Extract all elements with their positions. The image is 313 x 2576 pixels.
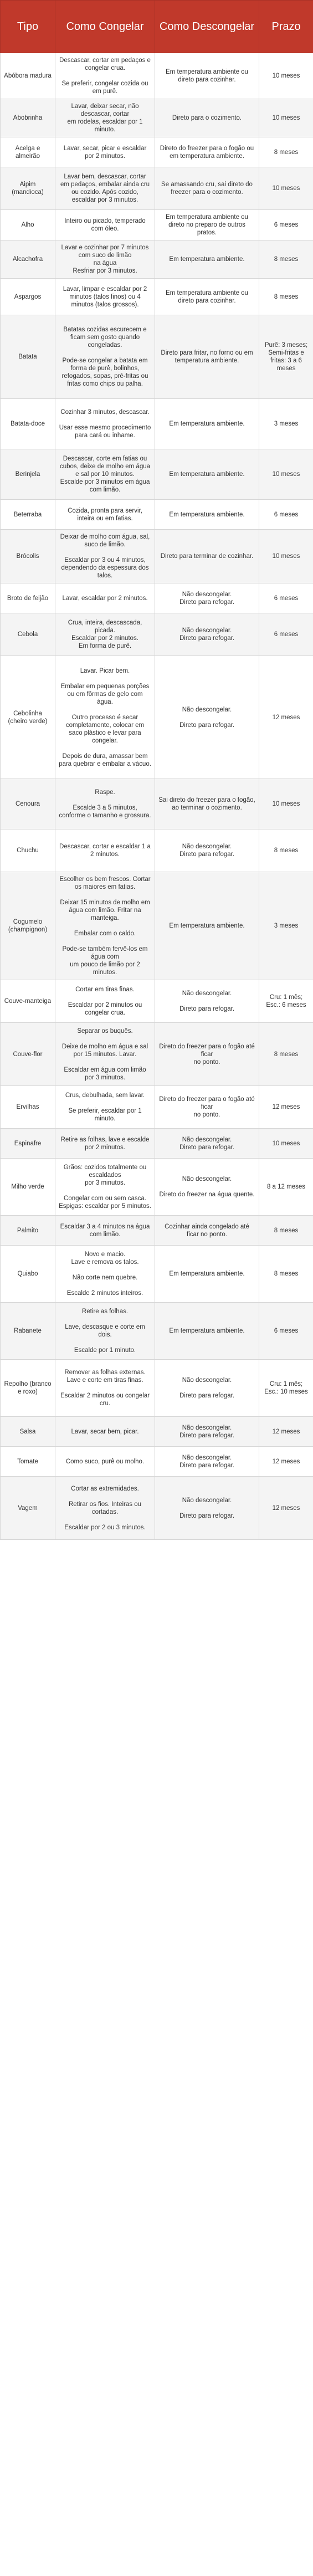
cell-como-descongelar-text: Direto para terminar de cozinhar.	[160, 553, 254, 560]
cell-como-congelar	[55, 1023, 155, 1086]
cell-prazo-text: 8 meses	[274, 847, 299, 854]
cell-prazo-text: 8 meses	[274, 1051, 299, 1058]
cell-tipo	[1, 1447, 55, 1477]
cell-como-descongelar-text: Cozinhar ainda congelado até ficar no ponto.	[165, 1223, 249, 1238]
cell-como-congelar	[55, 829, 155, 872]
cell-como-congelar-text: Raspe. Escalde 3 a 5 minutos, conforme o tamanho e grossura.	[59, 789, 151, 819]
cell-prazo	[259, 399, 313, 449]
cell-prazo-text: 10 meses	[272, 1140, 300, 1147]
cell-como-congelar	[55, 1246, 155, 1303]
cell-como-descongelar-text: Em temperatura ambiente.	[169, 1271, 245, 1277]
cell-como-congelar	[55, 583, 155, 613]
table-row	[1, 53, 313, 99]
cell-prazo-text: 8 meses	[274, 148, 299, 156]
cell-tipo-text: Aspargos	[14, 293, 42, 300]
cell-tipo	[1, 1360, 55, 1417]
cell-prazo	[259, 829, 313, 872]
cell-tipo-text: Salsa	[19, 1428, 36, 1435]
cell-como-congelar-text: Crua, inteira, descascada, picada. Escaldar por 2 minutos. Em forma de purê.	[68, 619, 142, 649]
cell-prazo	[259, 1303, 313, 1360]
cell-tipo	[1, 583, 55, 613]
cell-como-congelar	[55, 656, 155, 779]
cell-tipo	[1, 500, 55, 530]
cell-como-descongelar-text: Sai direto do freezer para o fogão, ao terminar o cozimento.	[158, 797, 255, 811]
cell-como-descongelar	[155, 980, 259, 1023]
cell-tipo	[1, 656, 55, 779]
cell-prazo-text: 6 meses	[274, 1328, 299, 1334]
cell-tipo	[1, 1477, 55, 1540]
cell-como-descongelar	[155, 1216, 259, 1246]
table-row	[1, 500, 313, 530]
cell-como-congelar	[55, 613, 155, 656]
table-row	[1, 1086, 313, 1129]
cell-tipo-text: Brócolis	[16, 553, 39, 560]
cell-tipo	[1, 315, 55, 399]
cell-tipo	[1, 1303, 55, 1360]
cell-tipo	[1, 779, 55, 829]
cell-como-descongelar-text: Não descongelar. Direto para refogar.	[179, 591, 235, 606]
cell-como-descongelar	[155, 1303, 259, 1360]
table-row	[1, 1023, 313, 1086]
cell-como-congelar-text: Lavar, escaldar por 2 minutos.	[62, 595, 148, 602]
cell-prazo	[259, 583, 313, 613]
cell-como-congelar-text: Novo e macio. Lave e remova os talos. Não corte nem quebre. Escalde 2 minutos inteiros.	[66, 1251, 143, 1297]
table-row	[1, 137, 313, 167]
cell-como-congelar-text: Lavar e cozinhar por 7 minutos com suco de limão na água Resfriar por 3 minutos.	[61, 244, 149, 274]
cell-como-descongelar	[155, 1159, 259, 1216]
table-row	[1, 656, 313, 779]
cell-prazo	[259, 1023, 313, 1086]
cell-prazo-text: 6 meses	[274, 511, 299, 518]
cell-tipo-text: Alho	[21, 222, 34, 228]
cell-como-congelar	[55, 500, 155, 530]
cell-tipo-text: Quiabo	[17, 1271, 38, 1277]
table-row	[1, 530, 313, 583]
cell-como-congelar-text: Batatas cozidas escurecem e ficam sem gosto quando congeladas. Pode-se congelar a batata em forma de purê, bolinhos, refogados, sopas, pré-fritas ou fritas como chips ou palha.	[61, 326, 148, 387]
cell-tipo	[1, 210, 55, 240]
cell-como-descongelar	[155, 779, 259, 829]
table-row	[1, 99, 313, 137]
cell-tipo	[1, 530, 55, 583]
cell-como-descongelar	[155, 583, 259, 613]
cell-como-congelar-text: Remover as folhas externas. Lave e corte em tiras finas. Escaldar 2 minutos ou congelar cru.	[60, 1369, 150, 1407]
cell-como-descongelar-text: Em temperatura ambiente.	[169, 511, 245, 518]
cell-tipo-text: Berinjela	[15, 471, 40, 478]
cell-tipo-text: Batata-doce	[10, 421, 45, 427]
cell-como-congelar-text: Escolher os bem frescos. Cortar os maiores em fatias. Deixar 15 minutos de molho em água com limão. Fritar na manteiga. Embalar com o caldo. Pode-se também fervê-los em água com um pouco de limão por 2 minutos.	[59, 876, 151, 976]
cell-como-descongelar-text: Em temperatura ambiente.	[169, 923, 245, 929]
cell-como-descongelar-text: Direto para fritar, no forno ou em temperatura ambiente.	[161, 350, 253, 364]
cell-prazo	[259, 137, 313, 167]
cell-como-descongelar-text: Não descongelar. Direto para refogar.	[179, 706, 235, 729]
cell-como-congelar-text: Retire as folhas, lave e escalde por 2 minutos.	[60, 1136, 150, 1151]
cell-prazo	[259, 1246, 313, 1303]
cell-como-descongelar-text: Direto para o cozimento.	[172, 115, 242, 121]
cell-prazo-text: 3 meses	[274, 923, 299, 929]
cell-tipo-text: Vagem	[18, 1504, 38, 1512]
cell-como-descongelar	[155, 1477, 259, 1540]
cell-como-descongelar	[155, 279, 259, 315]
cell-prazo	[259, 1216, 313, 1246]
cell-como-congelar	[55, 1086, 155, 1129]
cell-como-congelar	[55, 399, 155, 449]
cell-prazo	[259, 315, 313, 399]
cell-como-congelar-text: Descascar, cortar e escaldar 1 a 2 minutos.	[59, 843, 151, 858]
cell-como-descongelar	[155, 656, 259, 779]
cell-tipo-text: Couve-manteiga	[4, 998, 52, 1005]
cell-como-descongelar	[155, 99, 259, 137]
cell-como-congelar-text: Lavar, deixar secar, não descascar, cortar em rodelas, escaldar por 1 minuto.	[67, 103, 143, 133]
table-row	[1, 980, 313, 1023]
cell-como-descongelar-text: Não descongelar. Direto para refogar.	[179, 1377, 235, 1399]
cell-como-congelar	[55, 99, 155, 137]
cell-como-congelar	[55, 1477, 155, 1540]
table-row	[1, 449, 313, 500]
cell-prazo	[259, 656, 313, 779]
table-row	[1, 279, 313, 315]
cell-tipo	[1, 449, 55, 500]
cell-como-congelar	[55, 240, 155, 279]
cell-como-descongelar	[155, 872, 259, 980]
cell-prazo-text: 6 meses	[274, 222, 299, 228]
cell-como-congelar	[55, 137, 155, 167]
cell-prazo-text: 10 meses	[272, 801, 300, 807]
cell-como-descongelar	[155, 829, 259, 872]
cell-tipo-text: Broto de feijão	[7, 595, 49, 602]
cell-como-congelar	[55, 1216, 155, 1246]
header-tipo: Tipo	[1, 1, 55, 53]
cell-tipo	[1, 53, 55, 99]
table-row	[1, 210, 313, 240]
cell-prazo	[259, 872, 313, 980]
cell-tipo	[1, 1023, 55, 1086]
cell-prazo-text: 6 meses	[274, 595, 299, 602]
cell-tipo	[1, 1159, 55, 1216]
cell-prazo-text: 10 meses	[272, 185, 300, 192]
cell-prazo-text: Purê: 3 meses; Semi-fritas e fritas: 3 a 6 meses	[264, 342, 308, 372]
cell-tipo	[1, 829, 55, 872]
header-como-descongelar: Como Descongelar	[155, 1, 259, 53]
table-body	[1, 53, 313, 1540]
cell-prazo-text: 10 meses	[272, 115, 300, 121]
table-row	[1, 315, 313, 399]
cell-como-congelar	[55, 872, 155, 980]
cell-como-congelar-text: Retire as folhas. Lave, descasque e corte em dois. Escalde por 1 minuto.	[65, 1308, 145, 1354]
cell-tipo-text: Acelga e almeirão	[15, 145, 40, 160]
cell-prazo	[259, 1360, 313, 1417]
cell-como-descongelar-text: Direto do freezer para o fogão ou em temperatura ambiente.	[160, 145, 254, 160]
cell-tipo-text: Ervilhas	[16, 1104, 39, 1110]
cell-prazo	[259, 279, 313, 315]
cell-como-congelar-text: Lavar. Picar bem. Embalar em pequenas porções ou em fôrmas de gelo com água. Outro processo é secar completamente, colocar em saco plástico e levar para congelar. Depois de dura, amassar bem para quebrar e embalar a vácuo.	[59, 667, 151, 767]
cell-prazo-text: Cru: 1 mês; Esc.: 10 meses	[264, 1381, 308, 1395]
cell-como-descongelar	[155, 500, 259, 530]
cell-prazo-text: 10 meses	[272, 553, 300, 560]
cell-prazo-text: 10 meses	[272, 471, 300, 478]
cell-como-congelar-text: Como suco, purê ou molho.	[65, 1458, 145, 1465]
cell-como-congelar	[55, 1303, 155, 1360]
cell-como-congelar-text: Cortar em tiras finas. Escaldar por 2 minutos ou congelar crua.	[68, 986, 142, 1016]
cell-como-descongelar	[155, 399, 259, 449]
cell-tipo	[1, 1129, 55, 1159]
cell-como-congelar-text: Separar os buquês. Deixe de molho em água e sal por 15 minutos. Lavar. Escaldar em água com limão por 3 minutos.	[61, 1027, 148, 1081]
cell-como-descongelar	[155, 1417, 259, 1447]
cell-como-descongelar-text: Em temperatura ambiente.	[169, 1328, 245, 1334]
table-row	[1, 583, 313, 613]
cell-como-descongelar-text: Não descongelar. Direto para refogar.	[179, 1424, 235, 1439]
cell-prazo	[259, 530, 313, 583]
cell-tipo	[1, 240, 55, 279]
table-row	[1, 1159, 313, 1216]
cell-como-descongelar	[155, 1129, 259, 1159]
cell-como-descongelar-text: Em temperatura ambiente.	[169, 421, 245, 427]
table-row	[1, 399, 313, 449]
cell-tipo-text: Cogumelo (champignon)	[8, 919, 48, 933]
cell-tipo-text: Milho verde	[11, 1184, 44, 1190]
cell-tipo-text: Cebolinha (cheiro verde)	[8, 710, 48, 725]
cell-como-descongelar-text: Se amassando cru, sai direto do freezer para o cozimento.	[161, 181, 253, 196]
cell-tipo-text: Espinafre	[14, 1140, 42, 1147]
table-row	[1, 240, 313, 279]
cell-como-congelar-text: Grãos: cozidos totalmente ou escaldados por 3 minutos. Congelar com ou sem casca. Espigas: escaldar por 5 minutos.	[59, 1164, 151, 1210]
table-row	[1, 1477, 313, 1540]
cell-como-descongelar-text: Em temperatura ambiente ou direto para cozinhar.	[166, 289, 248, 304]
cell-tipo	[1, 1216, 55, 1246]
cell-como-descongelar-text: Não descongelar. Direto para refogar.	[179, 843, 235, 858]
cell-tipo-text: Cebola	[17, 631, 38, 638]
cell-prazo	[259, 980, 313, 1023]
cell-tipo	[1, 99, 55, 137]
cell-tipo-text: Batata	[18, 354, 37, 360]
cell-como-descongelar-text: Em temperatura ambiente ou direto para cozinhar.	[166, 69, 248, 83]
table-row	[1, 1129, 313, 1159]
cell-prazo-text: 6 meses	[274, 631, 299, 638]
cell-tipo-text: Abóbora madura	[4, 73, 52, 79]
table-row	[1, 1303, 313, 1360]
cell-prazo-text: 8 meses	[274, 256, 299, 263]
table-row	[1, 1246, 313, 1303]
table-row	[1, 829, 313, 872]
cell-como-congelar	[55, 279, 155, 315]
cell-tipo-text: Cenoura	[15, 801, 40, 807]
cell-como-congelar-text: Lavar, secar bem, picar.	[71, 1428, 139, 1435]
cell-como-congelar-text: Deixar de molho com água, sal, suco de limão. Escaldar por 3 ou 4 minutos, dependendo da espessura dos talos.	[60, 534, 150, 579]
cell-como-descongelar	[155, 1023, 259, 1086]
cell-como-descongelar	[155, 1360, 259, 1417]
cell-como-congelar-text: Crus, debulhada, sem lavar. Se preferir, escaldar por 1 minuto.	[65, 1092, 145, 1122]
cell-prazo-text: 10 meses	[272, 73, 300, 79]
cell-como-congelar	[55, 779, 155, 829]
cell-como-congelar-text: Descascar, corte em fatias ou cubos, deixe de molho em água e sal por 10 minutos. Escalde por 3 minutos em água com limão.	[59, 455, 151, 493]
cell-prazo-text: 8 meses	[274, 1271, 299, 1277]
cell-como-descongelar-text: Direto do freezer para o fogão até ficar no ponto.	[159, 1043, 255, 1066]
cell-tipo-text: Aipim (mandioca)	[12, 181, 44, 196]
cell-tipo	[1, 980, 55, 1023]
cell-prazo	[259, 210, 313, 240]
cell-prazo-text: 12 meses	[272, 1504, 300, 1512]
cell-como-descongelar	[155, 210, 259, 240]
cell-prazo	[259, 1447, 313, 1477]
cell-como-congelar	[55, 167, 155, 210]
table-row	[1, 613, 313, 656]
cell-prazo	[259, 1477, 313, 1540]
table-row	[1, 1447, 313, 1477]
cell-tipo-text: Alcachofra	[12, 256, 43, 263]
cell-como-descongelar-text: Não descongelar. Direto para refogar.	[179, 1497, 235, 1519]
cell-como-congelar	[55, 1417, 155, 1447]
cell-prazo	[259, 1417, 313, 1447]
cell-como-congelar	[55, 315, 155, 399]
cell-prazo-text: 12 meses	[272, 714, 300, 721]
cell-prazo	[259, 240, 313, 279]
cell-prazo-text: 12 meses	[272, 1428, 300, 1435]
cell-prazo-text: 8 a 12 meses	[266, 1184, 306, 1190]
cell-como-descongelar	[155, 1086, 259, 1129]
cell-como-congelar	[55, 449, 155, 500]
table-row	[1, 872, 313, 980]
cell-prazo	[259, 1159, 313, 1216]
cell-tipo	[1, 279, 55, 315]
cell-como-descongelar-text: Não descongelar. Direto para refogar.	[179, 1454, 235, 1469]
table-row	[1, 167, 313, 210]
cell-como-descongelar	[155, 613, 259, 656]
cell-prazo	[259, 779, 313, 829]
cell-como-descongelar-text: Não descongelar. Direto para refogar.	[179, 627, 235, 642]
cell-tipo	[1, 1246, 55, 1303]
cell-prazo	[259, 53, 313, 99]
cell-como-congelar-text: Escaldar 3 a 4 minutos na água com limão.	[60, 1223, 150, 1238]
cell-prazo-text: 12 meses	[272, 1104, 300, 1110]
cell-tipo-text: Couve-flor	[13, 1051, 43, 1058]
cell-como-descongelar-text: Não descongelar. Direto para refogar.	[179, 990, 235, 1012]
cell-como-congelar-text: Lavar bem, descascar, cortar em pedaços, embalar ainda cru ou cozido. Após cozido, escaldar por 3 minutos.	[60, 173, 150, 203]
cell-tipo	[1, 137, 55, 167]
cell-tipo-text: Rabanete	[14, 1328, 42, 1334]
cell-tipo-text: Beterraba	[13, 511, 42, 518]
cell-prazo	[259, 1129, 313, 1159]
cell-como-congelar-text: Descascar, cortar em pedaços e congelar crua. Se preferir, congelar cozida ou em purê.	[59, 57, 151, 95]
cell-prazo-text: Cru: 1 mês; Esc.: 6 meses	[266, 994, 306, 1008]
cell-como-congelar	[55, 1360, 155, 1417]
table-row	[1, 1360, 313, 1417]
cell-como-congelar	[55, 1129, 155, 1159]
cell-como-congelar	[55, 1447, 155, 1477]
table-header	[1, 1, 313, 53]
cell-como-congelar	[55, 980, 155, 1023]
table-row	[1, 1417, 313, 1447]
cell-como-congelar-text: Lavar, secar, picar e escaldar por 2 minutos.	[63, 145, 147, 160]
cell-tipo-text: Palmito	[17, 1227, 39, 1234]
cell-como-congelar-text: Lavar, limpar e escaldar por 2 minutos (talos finos) ou 4 minutos (talos grossos).	[63, 285, 147, 308]
cell-como-descongelar	[155, 167, 259, 210]
cell-prazo	[259, 449, 313, 500]
table-row	[1, 779, 313, 829]
header-como-congelar: Como Congelar	[55, 1, 155, 53]
cell-como-descongelar	[155, 1447, 259, 1477]
cell-como-congelar-text: Cortar as extremidades. Retirar os fios. Inteiras ou cortadas. Escaldar por 2 ou 3 minutos.	[64, 1485, 146, 1531]
cell-tipo	[1, 1417, 55, 1447]
cell-prazo	[259, 613, 313, 656]
cell-prazo	[259, 1086, 313, 1129]
cell-como-congelar	[55, 210, 155, 240]
cell-como-descongelar	[155, 449, 259, 500]
cell-como-descongelar	[155, 137, 259, 167]
cell-tipo	[1, 613, 55, 656]
cell-prazo	[259, 99, 313, 137]
cell-como-descongelar	[155, 315, 259, 399]
cell-como-descongelar-text: Em temperatura ambiente.	[169, 471, 245, 478]
cell-prazo-text: 8 meses	[274, 1227, 299, 1234]
cell-como-descongelar-text: Em temperatura ambiente ou direto no preparo de outros pratos.	[166, 214, 248, 236]
cell-como-descongelar-text: Não descongelar. Direto do freezer na água quente.	[159, 1176, 255, 1198]
cell-tipo-text: Chuchu	[17, 847, 39, 854]
cell-como-descongelar	[155, 53, 259, 99]
table-row	[1, 1216, 313, 1246]
cell-como-congelar	[55, 530, 155, 583]
cell-como-congelar	[55, 53, 155, 99]
cell-prazo	[259, 167, 313, 210]
cell-como-descongelar-text: Em temperatura ambiente.	[169, 256, 245, 263]
header-row	[1, 1, 313, 53]
cell-como-descongelar	[155, 1246, 259, 1303]
cell-como-descongelar-text: Direto do freezer para o fogão até ficar no ponto.	[159, 1096, 255, 1118]
cell-prazo	[259, 500, 313, 530]
cell-tipo-text: Repolho (branco e roxo)	[4, 1381, 52, 1395]
cell-prazo-text: 12 meses	[272, 1458, 300, 1465]
cell-como-congelar-text: Cozida, pronta para servir, inteira ou em fatias.	[68, 507, 142, 522]
cell-tipo	[1, 399, 55, 449]
header-prazo: Prazo	[259, 1, 313, 53]
cell-tipo	[1, 872, 55, 980]
cell-como-descongelar	[155, 240, 259, 279]
cell-tipo	[1, 167, 55, 210]
cell-tipo-text: Abobrinha	[13, 115, 43, 121]
cell-tipo	[1, 1086, 55, 1129]
cell-tipo-text: Tomate	[17, 1458, 38, 1465]
cell-como-congelar	[55, 1159, 155, 1216]
cell-como-descongelar	[155, 530, 259, 583]
cell-prazo-text: 8 meses	[274, 293, 299, 300]
cell-como-congelar-text: Cozinhar 3 minutos, descascar. Usar esse mesmo procedimento para cará ou inhame.	[59, 409, 151, 439]
cell-como-congelar-text: Inteiro ou picado, temperado com óleo.	[64, 218, 146, 232]
cell-como-descongelar-text: Não descongelar. Direto para refogar.	[179, 1136, 235, 1151]
cell-prazo-text: 3 meses	[274, 421, 299, 427]
